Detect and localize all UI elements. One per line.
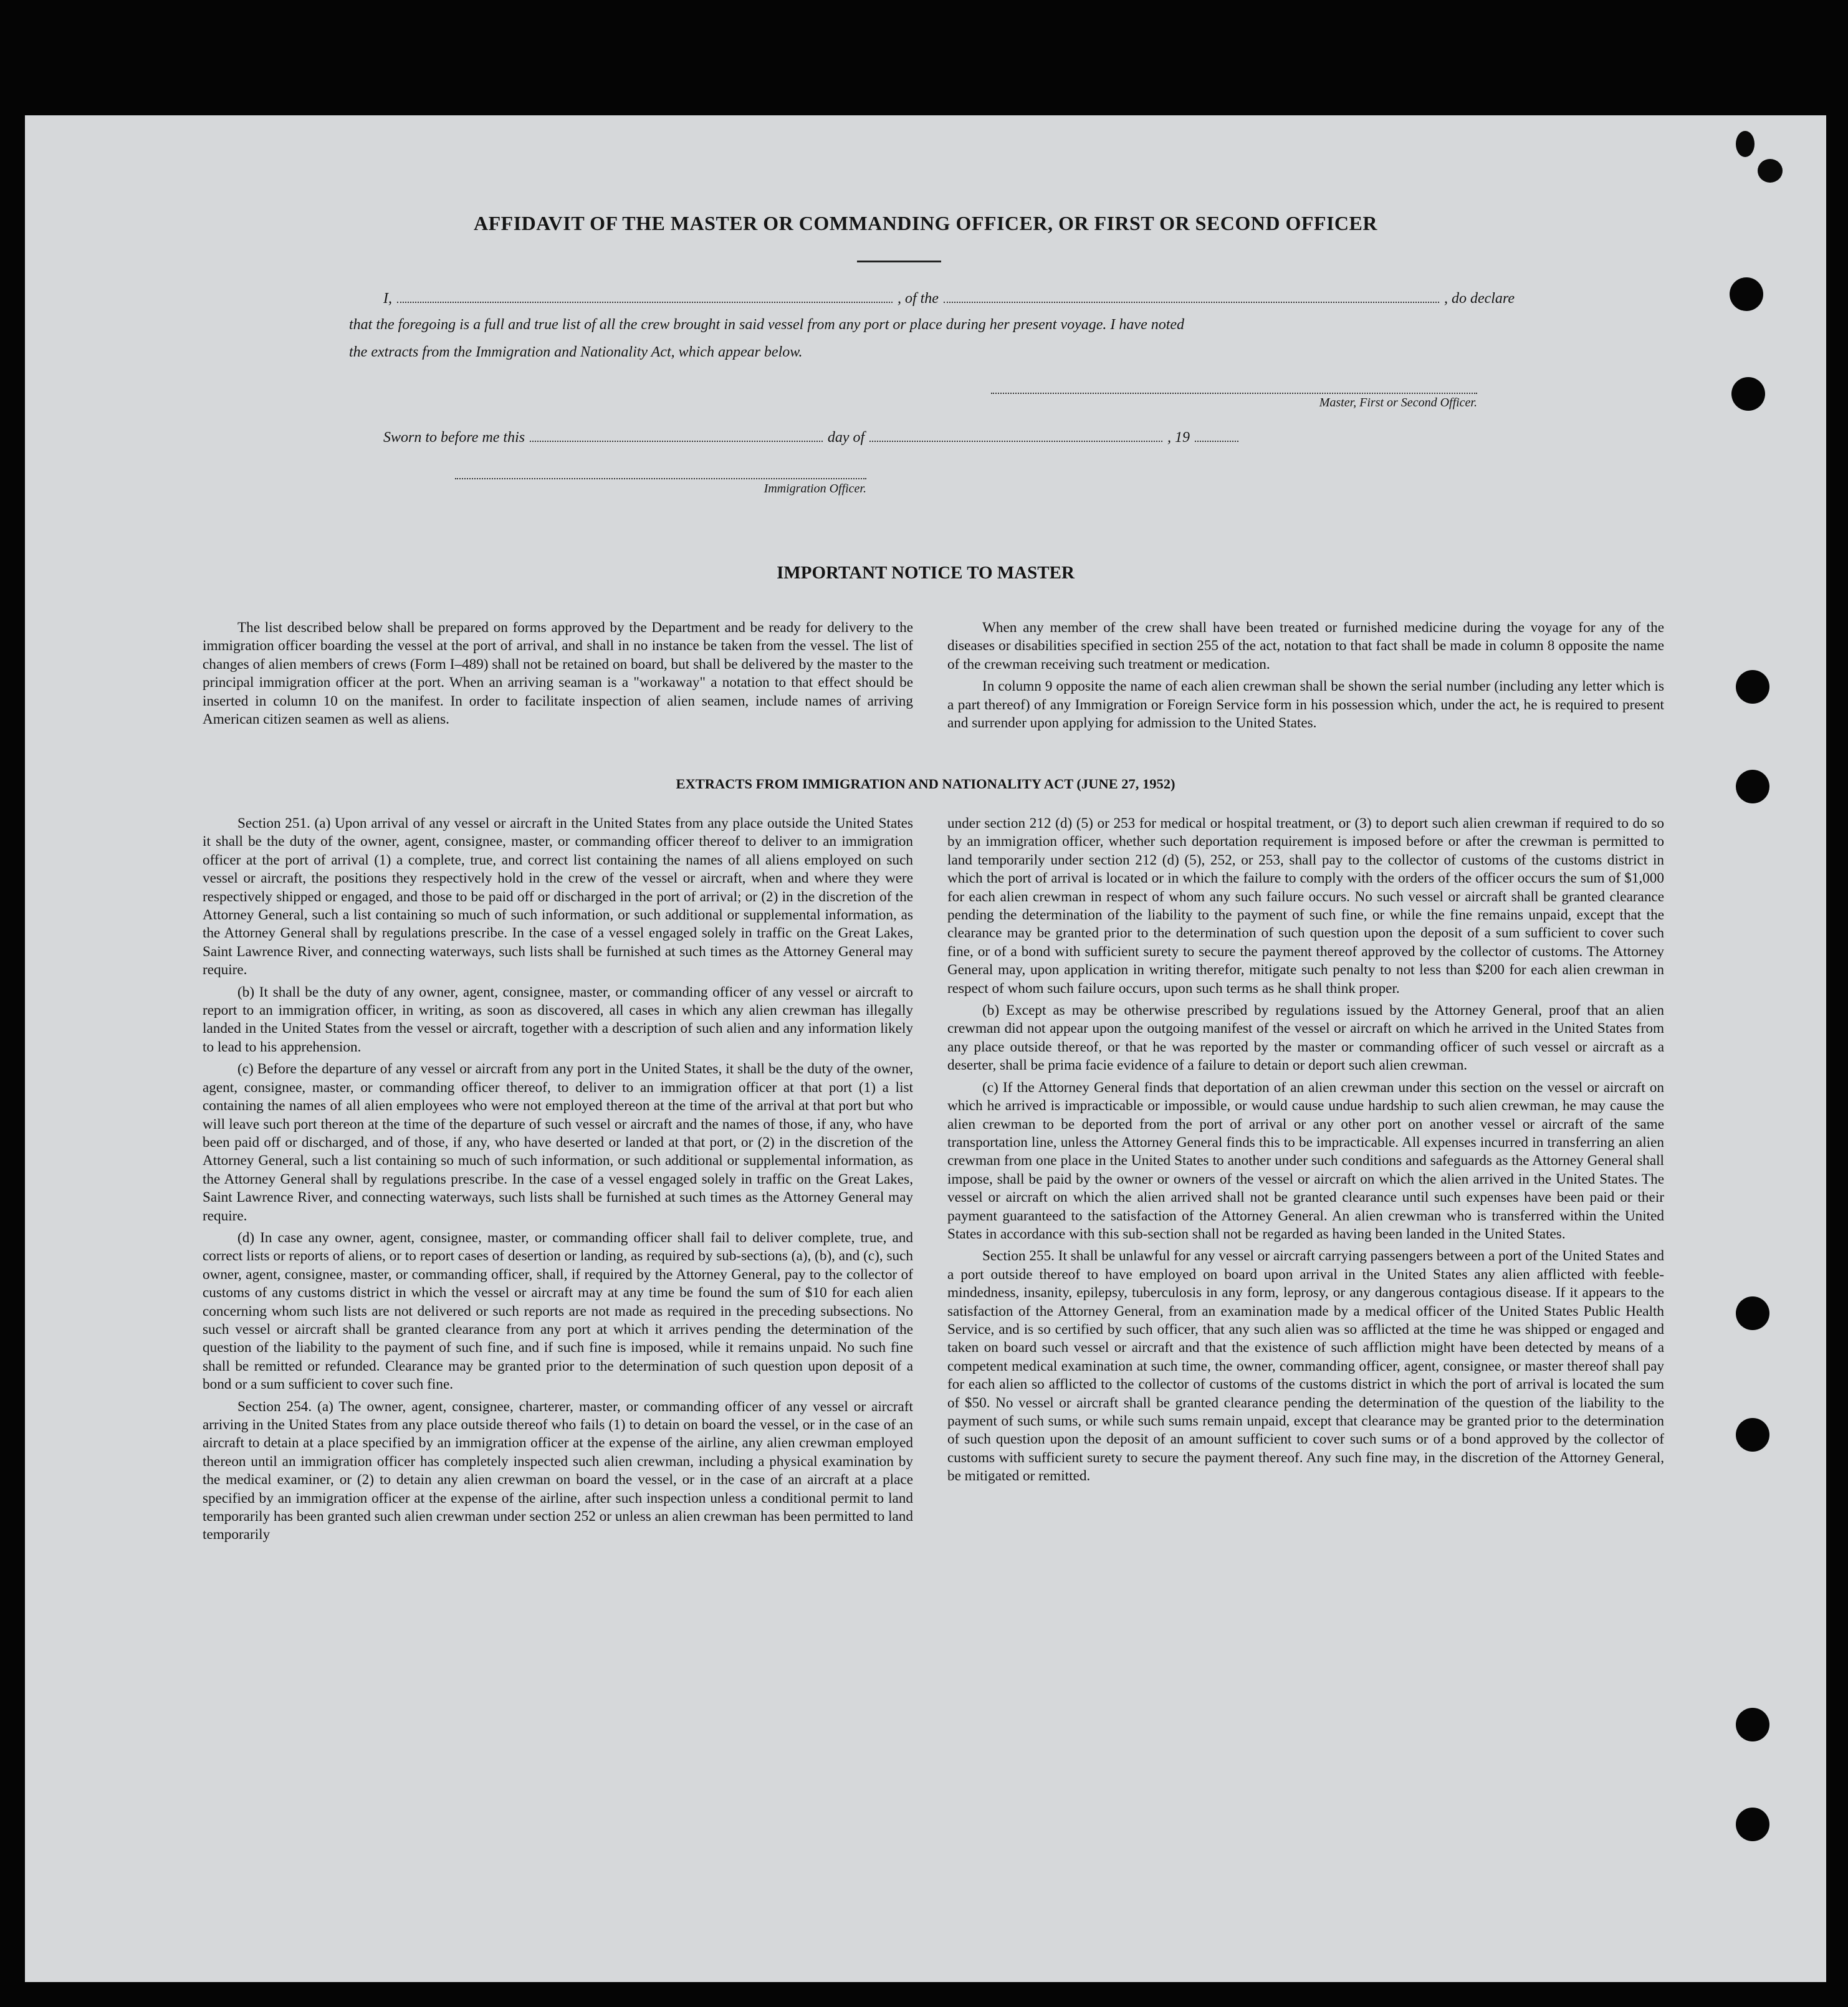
section-251-a: Section 251. (a) Upon arrival of any vessel or aircraft in the United States from any place outside the United States it shall be the duty of the owner, agent, consignee, master, or commanding officer thereof to deliver to an immigration officer at the port of arrival (1) a complete, true, and correct list containing the names of all aliens employed on such vessel or aircraft, the positions they respectively hold in the crew of the vessel or aircraft, when and where they were respectively shipped or engaged, and those to be paid off or discharged in the port of arrival; or (2) in the discretion of the Attorney General, such a list containing so much of such information, or such additional or supplemental information, as the Attorney General shall by regulations prescribe. In the case of a vessel engaged solely in traffic on the Great Lakes, Saint Lawrence River, and connecting waterways, such lists shall be furnished at such times as the Attorney General may require. bbox=[203, 815, 913, 979]
vessel-blank bbox=[944, 288, 1439, 303]
punch-hole bbox=[1736, 1418, 1769, 1452]
section-251-c: (c) Before the departure of any vessel or aircraft from any port in the United States, it shall be the duty of the owner, agent, consignee, master, or commanding officer thereof, to deliver to an immigration officer at that port (1) a list containing the names of all alien employees who were not employed thereon at the time of the arrival at that port but who will leave such port thereon at the time of the departure of such vessel or aircraft and the names of those, if any, who have been paid off or discharged, and of those, if any, who have deserted or landed at that port, or (2) in the discretion of the Attorney General, such a list containing so much of such information, or such additional or supplemental information, as the Attorney General shall by regulations prescribe. In the case of a vessel engaged solely in traffic on the Great Lakes, Saint Lawrence River, and connecting waterways, such lists shall be furnished at such times as the Attorney General may require. bbox=[203, 1061, 913, 1224]
declaration-line-2: that the foregoing is a full and true list of all the crew brought in said vessel from any port or place during her present voyage. I have noted bbox=[349, 317, 1185, 333]
notice-left-column bbox=[203, 619, 913, 732]
section-254-a-continued: under section 212 (d) (5) or 253 for medical or hospital treatment, or (3) to deport such alien crewman if required to do so by an immigration officer, whether such deportation requirement is imposed before or after the crewman is permitted to land temporarily under section 212 (d) (5), 252, or 253, shall pay to the collector of customs of the customs district in which the port of arrival is located or in which the failure to comply with the orders of the officer occurs the sum of $1,000 for each alien crewman in respect of whom any such failure occurs. No such vessel or aircraft shall be granted clearance pending the determination of the liability to the payment of such fine, or while the fine remains unpaid, except that the clearance may be granted prior to the determination of such question upon the deposit of a sum sufficient to cover such fine, or of a bond with sufficient surety to secure the payment thereof approved by the collector of customs. The Attorney General may, upon application in writing therefor, mitigate such penalty to not less than $200 for each alien crewman in respect of whom such failure occurs, upon such terms as he shall think proper. bbox=[947, 815, 1664, 997]
notice-right-paragraph-2: In column 9 opposite the name of each alien crewman shall be shown the serial number (including any letter which is a part thereof) of any Immigration or Foreign Service form in his possession which, under the act, he is required to present and surrender upon applying for admission to the United States. bbox=[947, 678, 1664, 732]
signature-label: Master, First or Second Officer. bbox=[1319, 396, 1477, 410]
section-254-a: Section 254. (a) The owner, agent, consignee, charterer, master, or commanding officer of any vessel or aircraft arriving in the United States from any place outside thereof who fails (1) to detain on board the vessel, or in the case of an aircraft to detain at a place specified by an immigration officer at the expense of the airline, any alien crewman employed thereon until an immigration officer has completely inspected such alien crewman, including a physical examination by the medical examiner, or (2) to detain any alien crewman on board the vessel, or in the case of an aircraft at a place specified by an immigration officer at the expense of the airline, after such inspection unless a conditional permit to land temporarily has been granted such alien crewman under section 252 or unless an alien crewman has been permitted to land temporarily bbox=[203, 1398, 913, 1543]
affidavit-title: AFFIDAVIT OF THE MASTER OR COMMANDING OFFICER, OR FIRST OR SECOND OFFICER bbox=[474, 212, 1377, 234]
punch-hole bbox=[1730, 277, 1763, 311]
punch-hole bbox=[1736, 670, 1769, 704]
notice-right-paragraph-1: When any member of the crew shall have been treated or furnished medicine during the voyage for any of the diseases or disabilities specified in section 255 of the act, notation to that fact shall be made in column 8 opposite the name of the crewman receiving such treatment or medication. bbox=[947, 620, 1664, 673]
title-rule bbox=[857, 261, 941, 262]
paper-mark bbox=[1758, 159, 1783, 183]
year-prefix: , 19 bbox=[1167, 429, 1190, 446]
sworn-prefix: Sworn to before me this bbox=[383, 429, 525, 446]
immigration-officer-label: Immigration Officer. bbox=[764, 482, 866, 496]
extracts-right-column bbox=[947, 815, 1664, 1490]
section-254-c: (c) If the Attorney General finds that deportation of an alien crewman under this section on the vessel or aircraft on which he arrived is impracticable or impossible, or would cause undue hardship to such alien crewman, he may cause the alien crewman to be deported from the port of arrival or any other port on another vessel or aircraft of the same transportation line, unless the Attorney General finds this to be impracticable. All expenses incurred in transferring an alien crewman from one place in the United States to another under such conditions and safeguards as the Attorney General shall impose, shall be paid by the owner or owners of the vessel or aircraft on which the alien arrived in the United States. The vessel or aircraft on which the alien arrived shall not be granted clearance until such expenses have been paid or their payment guaranteed to the satisfaction of the Attorney General. An alien crewman who is transferred within the United States in accordance with this sub-section shall not be regarded as having been landed in the United States. bbox=[947, 1079, 1664, 1242]
of-the-label: , of the bbox=[897, 290, 939, 307]
section-254-b: (b) Except as may be otherwise prescribed by regulations issued by the Attorney General, proof that an alien crewman did not appear upon the outgoing manifest of the vessel or aircraft on which he arrived in the United States from any place outside thereof, or that he was reported by the master or commanding officer of such vessel or aircraft as a deserter, shall be prima facie evidence of a failure to detain or deport such alien crewman. bbox=[947, 1002, 1664, 1074]
section-255: Section 255. It shall be unlawful for any vessel or aircraft carrying passengers between a port of the United States and a port outside thereof to have employed on board upon arrival in the United States any alien afflicted with feeble-mindedness, insanity, epilepsy, tuberculosis in any form, leprosy, or any dangerous contagious disease. If it appears to the satisfaction of the Attorney General, from an examination made by a medical officer of the United States Public Health Service, and is so certified by such officer, that any such alien was so afflicted at the time he was shipped or engaged and taken on board such vessel or aircraft and that the existence of such affliction might have been detected by means of a competent medical examination at such time, the owner, commanding officer, agent, consignee, or master thereof shall pay for each alien so afflicted to the collector of customs of the customs district in which the port of arrival is located the sum of $50. No vessel or aircraft shall be granted clearance pending the determination of the question of the liability to the payment of such sums, or while such sums remain unpaid, except that clearance may be granted prior to the determination of such question upon the deposit of an amount sufficient to cover such sums or of a bond approved by the collector of customs with sufficient surety to secure the payment thereof. Any such fine may, in the discretion of the Attorney General, be mitigated or remitted. bbox=[947, 1248, 1664, 1485]
section-251-b: (b) It shall be the duty of any owner, agent, consignee, master, or commanding officer of any vessel or aircraft to report to an immigration officer, in writing, as soon as discovered, all cases in which any alien crewman has illegally landed in the United States from the vessel or aircraft, together with a description of such alien and any information likely to lead to his apprehension. bbox=[203, 984, 913, 1055]
declaration-line-1 bbox=[383, 284, 1515, 314]
notice-right-column bbox=[947, 619, 1664, 736]
sworn-day-blank bbox=[530, 427, 823, 442]
punch-hole bbox=[1736, 1708, 1769, 1741]
do-declare-label: , do declare bbox=[1443, 290, 1515, 307]
sworn-line bbox=[383, 427, 1243, 446]
sworn-month-blank bbox=[869, 427, 1162, 442]
immigration-officer-line bbox=[455, 478, 866, 479]
paper-mark bbox=[1736, 131, 1755, 157]
i-label: I, bbox=[383, 290, 392, 307]
extracts-left-column bbox=[203, 815, 913, 1548]
signature-line bbox=[991, 393, 1477, 394]
sworn-year-blank bbox=[1195, 427, 1238, 442]
section-251-d: (d) In case any owner, agent, consignee, master, or commanding officer shall fail to deliver complete, true, and correct lists or reports of aliens, or to report cases of desertion or landing, as required by sub-sections (a), (b), and (c), such owner, agent, consignee, master, or commanding officer, shall, if required by the Attorney General, pay to the collector of customs of any customs district in which the vessel or aircraft may at any time be found the sum of $10 for each alien concerning whom such lists are not delivered or such reports are not made as required in the preceding subsections. No such vessel or aircraft shall be granted clearance from any port at which it arrives pending the determination of the question of the liability to the payment of such fine, and if such fine is imposed, while it remains unpaid. No such fine shall be remitted or refunded. Clearance may be granted prior to the determination of such question upon deposit of a bond or a sum sufficient to cover such fine. bbox=[203, 1229, 913, 1393]
punch-hole bbox=[1731, 377, 1765, 411]
declaration-line-3: the extracts from the Immigration and Nationality Act, which appear below. bbox=[349, 344, 803, 360]
punch-hole bbox=[1736, 1808, 1769, 1841]
extracts-title: EXTRACTS FROM IMMIGRATION AND NATIONALITY ACT (JUNE 27, 1952) bbox=[676, 776, 1175, 792]
punch-hole bbox=[1736, 1296, 1769, 1330]
form-sheet bbox=[25, 115, 1826, 1982]
name-blank bbox=[397, 288, 893, 303]
day-of-label: day of bbox=[827, 429, 865, 446]
notice-title: IMPORTANT NOTICE TO MASTER bbox=[777, 563, 1075, 583]
punch-hole bbox=[1736, 770, 1769, 803]
notice-left-paragraph: The list described below shall be prepared on forms approved by the Department and be ready for delivery to the immigration officer boarding the vessel at the port of arrival, and shall in no instance be taken from the vessel. The list of changes of alien members of crews (Form I–489) shall not be retained on board, but shall be delivered by the master to the principal immigration officer at the port. When an arriving seaman is a "workaway" a notation to that effect should be inserted in column 10 on the manifest. In order to facilitate inspection of alien seamen, include names of arriving American citizen seamen as well as aliens. bbox=[203, 620, 913, 728]
